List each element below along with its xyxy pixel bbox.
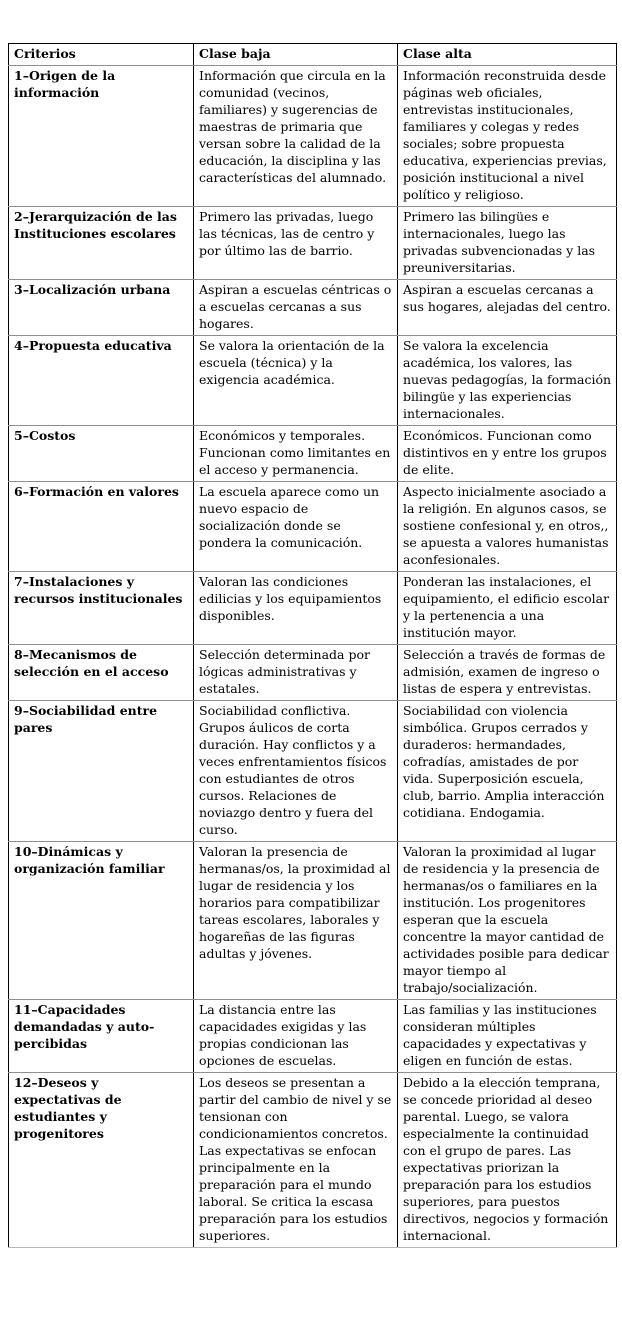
table-row [9, 426, 617, 482]
clase-alta-cell: Aspiran a escuelas cercanas a sus hogares, alejadas del centro. [398, 280, 617, 336]
clase-baja-cell: Se valora la orientación de la escuela (técnica) y la exigencia académica. [194, 336, 398, 426]
criterion-cell: 2–Jerarquización de las Instituciones escolares [9, 207, 194, 280]
clase-alta-cell: Sociabilidad con violencia simbólica. Grupos cerrados y duraderos: hermandades, cofradías, amistades de por vida. Superposición escuela, club, barrio. Amplia interacción cotidiana. Endogamia. [398, 701, 617, 842]
header-cell-clase-baja: Clase baja [194, 44, 398, 66]
table-row [9, 701, 617, 842]
table-row [9, 66, 617, 207]
clase-alta-cell: Debido a la elección temprana, se concede prioridad al deseo parental. Luego, se valora especialmente la continuidad con el grupo de pares. Las expectativas priorizan la preparación para los estudios superiores, para puestos directivos, negocios y formación internacional. [398, 1073, 617, 1248]
clase-baja-cell: Información que circula en la comunidad (vecinos, familiares) y sugerencias de maestras de primaria que versan sobre la calidad de la educación, la disciplina y las características del alumnado. [194, 66, 398, 207]
clase-baja-cell: Primero las privadas, luego las técnicas, las de centro y por último las de barrio. [194, 207, 398, 280]
table-row [9, 207, 617, 280]
clase-baja-cell: Económicos y temporales. Funcionan como limitantes en el acceso y permanencia. [194, 426, 398, 482]
criterion-cell: 11–Capacidades demandadas y auto-percibidas [9, 1000, 194, 1073]
criterion-cell: 10–Dinámicas y organización familiar [9, 842, 194, 1000]
header-row [9, 44, 617, 66]
criterion-cell: 3–Localización urbana [9, 280, 194, 336]
criterion-cell: 6–Formación en valores [9, 482, 194, 572]
clase-alta-cell: Valoran la proximidad al lugar de residencia y la presencia de hermanas/os o familiares en la institución. Los progenitores esperan que la escuela concentre la mayor cantidad de actividades posible para dedicar mayor tiempo al trabajo/socialización. [398, 842, 617, 1000]
clase-alta-cell: Ponderan las instalaciones, el equipamiento, el edificio escolar y la pertenencia a una institución mayor. [398, 572, 617, 645]
clase-alta-cell: Primero las bilingües e internacionales, luego las privadas subvencionadas y las preuniversitarias. [398, 207, 617, 280]
header-cell-clase-alta: Clase alta [398, 44, 617, 66]
table-row [9, 280, 617, 336]
header-cell-criterios: Criterios [9, 44, 194, 66]
comparison-table [8, 43, 617, 1248]
clase-baja-cell: La escuela aparece como un nuevo espacio de socialización donde se pondera la comunicación. [194, 482, 398, 572]
table-row [9, 1000, 617, 1073]
clase-alta-cell: Las familias y las instituciones consideran múltiples capacidades y expectativas y eligen en función de estas. [398, 1000, 617, 1073]
clase-alta-cell: Información reconstruida desde páginas web oficiales, entrevistas institucionales, familiares y colegas y redes sociales; sobre propuesta educativa, experiencias previas, posición institucional a nivel político y religioso. [398, 66, 617, 207]
table-row [9, 842, 617, 1000]
clase-baja-cell: Sociabilidad conflictiva. Grupos áulicos de corta duración. Hay conflictos y a veces enfrentamientos físicos con estudiantes de otros cursos. Relaciones de noviazgo dentro y fuera del curso. [194, 701, 398, 842]
clase-baja-cell: Valoran las condiciones edilicias y los equipamientos disponibles. [194, 572, 398, 645]
clase-baja-cell: La distancia entre las capacidades exigidas y las propias condicionan las opciones de escuelas. [194, 1000, 398, 1073]
clase-baja-cell: Valoran la presencia de hermanas/os, la proximidad al lugar de residencia y los horarios para compatibilizar tareas escolares, laborales y hogareñas de las figuras adultas y jóvenes. [194, 842, 398, 1000]
criterion-cell: 5–Costos [9, 426, 194, 482]
table-row [9, 1073, 617, 1248]
table-row [9, 645, 617, 701]
clase-baja-cell: Los deseos se presentan a partir del cambio de nivel y se tensionan con condicionamientos concretos. Las expectativas se enfocan principalmente en la preparación para el mundo laboral. Se critica la escasa preparación para los estudios superiores. [194, 1073, 398, 1248]
table-row [9, 482, 617, 572]
table-row [9, 336, 617, 426]
criterion-cell: 7–Instalaciones y recursos institucionales [9, 572, 194, 645]
table-row [9, 572, 617, 645]
clase-alta-cell: Selección a través de formas de admisión, examen de ingreso o listas de espera y entrevistas. [398, 645, 617, 701]
criterion-cell: 12–Deseos y expectativas de estudiantes y progenitores [9, 1073, 194, 1248]
criterion-cell: 9–Sociabilidad entre pares [9, 701, 194, 842]
clase-alta-cell: Se valora la excelencia académica, los valores, las nuevas pedagogías, la formación bilingüe y las experiencias internacionales. [398, 336, 617, 426]
criterion-cell: 8–Mecanismos de selección en el acceso [9, 645, 194, 701]
clase-alta-cell: Económicos. Funcionan como distintivos en y entre los grupos de elite. [398, 426, 617, 482]
criterion-cell: 1–Origen de la información [9, 66, 194, 207]
criterion-cell: 4–Propuesta educativa [9, 336, 194, 426]
clase-alta-cell: Aspecto inicialmente asociado a la religión. En algunos casos, se sostiene confesional y, en otros,, se apuesta a valores humanistas aconfesionales. [398, 482, 617, 572]
clase-baja-cell: Selección determinada por lógicas administrativas y estatales. [194, 645, 398, 701]
clase-baja-cell: Aspiran a escuelas céntricas o a escuelas cercanas a sus hogares. [194, 280, 398, 336]
